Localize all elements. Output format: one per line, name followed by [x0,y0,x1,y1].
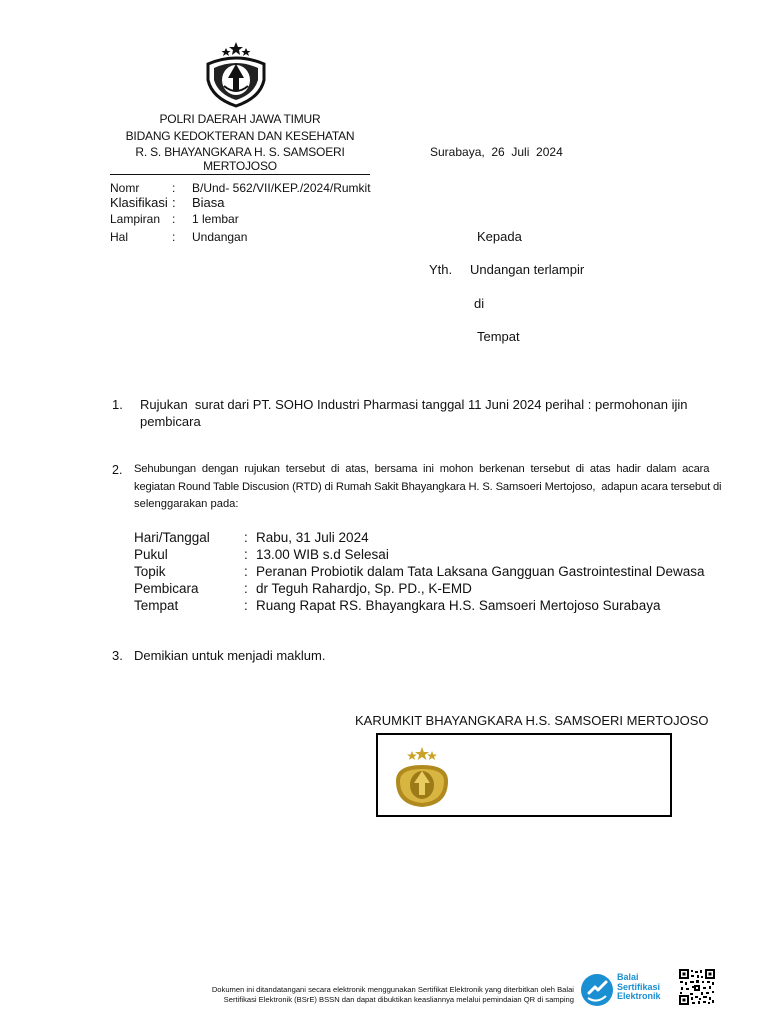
meta-separator: : [172,181,176,195]
detail-label: Hari/Tanggal [134,530,210,545]
item-1-text-line-1: Rujukan surat dari PT. SOHO Industri Pharmasi tanggal 11 Juni 2024 perihal : permohonan ijin [140,397,688,412]
meta-lampiran-label: Lampiran [110,212,161,226]
detail-label: Tempat [134,598,179,613]
bsre-logo-icon [578,971,616,1009]
item-3-number: 3. [112,648,123,663]
meta-separator: : [172,195,176,210]
header-line-2: BIDANG KEDOKTERAN DAN KESEHATAN [125,129,355,143]
item-2-text-line-3: selenggarakan pada: [134,498,239,510]
signature-box [376,733,672,817]
detail-label: Pukul [134,547,168,562]
detail-value: dr Teguh Rahardjo, Sp. PD., K-EMD [256,581,472,596]
item-2-text-line-2: kegiatan Round Table Discusion (RTD) di Rumah Sakit Bhayangkara H. S. Samsoeri Mertojoso, adapun acara tersebut di [134,481,722,493]
place-date: Surabaya, 26 Juli 2024 [430,145,563,159]
bsre-logo-line-3: Elektronik [617,991,661,1001]
item-1-number: 1. [112,397,123,412]
police-emblem-icon [200,40,272,108]
detail-label: Topik [134,564,166,579]
header-line-3: R. S. BHAYANGKARA H. S. SAMSOERI MERTOJOSO [110,145,370,175]
bsre-logo-line-2: Sertifikasi [617,981,661,992]
detail-value: Peranan Probiotik dalam Tata Laksana Gangguan Gastrointestinal Dewasa [256,564,705,579]
recipient-yth: Yth. [429,262,453,277]
bsre-logo-line-1: Balai [617,972,639,982]
header-line-1: POLRI DAERAH JAWA TIMUR [159,112,321,126]
detail-separator: : [244,581,248,596]
footer-line-1: Dokumen ini ditandatangani secara elektronik menggunakan Sertifikat Elektronik yang diterbitkan oleh Balai [211,985,574,994]
meta-separator: : [172,230,176,244]
detail-value: Rabu, 31 Juli 2024 [256,530,369,545]
detail-separator: : [244,547,248,562]
detail-separator: : [244,564,248,579]
recipient-name: Undangan terlampir [470,262,585,277]
detail-value: Ruang Rapat RS. Bhayangkara H.S. Samsoeri Mertojoso Surabaya [256,598,661,613]
detail-value: 13.00 WIB s.d Selesai [256,547,389,562]
recipient-kepada: Kepada [477,229,522,244]
item-3-text: Demikian untuk menjadi maklum. [134,648,326,663]
detail-separator: : [244,530,248,545]
footer-line-2: Sertifikasi Elektronik (BSrE) BSSN dan dapat dibuktikan keasliannya melalui pemindaian QR di samping [223,995,574,1004]
recipient-di: di [474,296,485,311]
qr-code-icon [679,969,715,1005]
meta-hal-value: Undangan [192,230,248,244]
item-1-text-line-2: pembicara [140,414,201,429]
item-2-text-line-1: Sehubungan dengan rujukan tersebut di atas, bersama ini mohon berkenan tersebut di atas hadir dalam acara [134,463,710,475]
item-2-number: 2. [112,463,123,477]
detail-label: Pembicara [134,581,199,596]
recipient-tempat: Tempat [477,329,520,344]
meta-nomor-value: B/Und- 562/VII/KEP./2024/Rumkit [192,181,371,195]
meta-lampiran-value: 1 lembar [192,212,239,226]
meta-nomor-label: Nomr [110,181,140,195]
meta-hal-label: Hal [110,230,129,244]
meta-klasifikasi-value: Biasa [192,195,225,210]
gold-police-emblem-icon [392,745,452,811]
meta-separator: : [172,212,176,226]
detail-separator: : [244,598,248,613]
signature-title: KARUMKIT BHAYANGKARA H.S. SAMSOERI MERTOJOSO [355,713,709,728]
meta-klasifikasi-label: Klasifikasi [110,195,168,210]
bsre-logo-text [617,973,661,1002]
